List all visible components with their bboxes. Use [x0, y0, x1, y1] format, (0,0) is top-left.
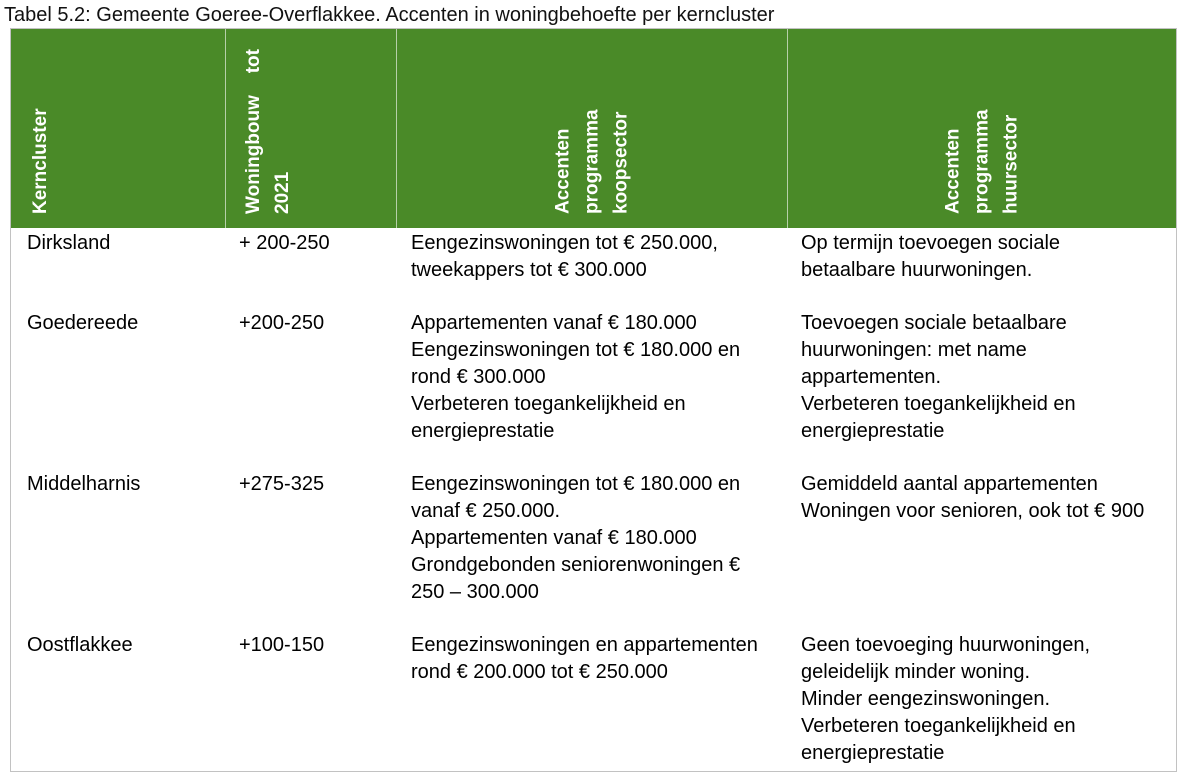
cell-line: rond € 300.000: [411, 366, 546, 388]
cell-line: Appartementen vanaf € 180.000: [411, 527, 697, 549]
cell-line: tweekappers tot € 300.000: [411, 259, 647, 281]
cell-line: energieprestatie: [411, 420, 555, 442]
cell-koopsector: [396, 310, 787, 445]
cell-line: Gemiddeld aantal appartementen: [801, 473, 1098, 495]
cell-line: 250 – 300.000: [411, 581, 539, 603]
cell-woningbouw: +200-250: [239, 312, 325, 334]
cell-line: Op termijn toevoegen sociale: [801, 232, 1061, 254]
header-label-huursector: Accenten programma huursector: [942, 109, 1022, 214]
cell-line: appartementen.: [801, 366, 942, 388]
cell-line: huurwoningen: met name: [801, 339, 1027, 361]
cell-kerncluster: Middelharnis: [27, 473, 141, 495]
table-caption: Tabel 5.2: Gemeente Goeree-Overflakkee. Accenten in woningbehoefte per kerncluster: [4, 4, 775, 26]
cell-line: Toevoegen sociale betaalbare: [801, 312, 1067, 334]
cell-kerncluster: Dirksland: [27, 232, 111, 254]
header-label-kerncluster: Kerncluster: [30, 108, 51, 214]
cell-line: betaalbare huurwoningen.: [801, 259, 1033, 281]
cell-line: Minder eengezinswoningen.: [801, 688, 1051, 710]
cell-line: energieprestatie: [801, 420, 945, 442]
cell-koopsector: [396, 632, 787, 767]
cell-line: Verbeteren toegankelijkheid en: [801, 393, 1076, 415]
cell-line: Appartementen vanaf € 180.000: [411, 312, 697, 334]
header-cell-kerncluster: [11, 29, 225, 228]
woningbehoefte-table: [10, 28, 1177, 772]
header-cell-koopsector: [396, 29, 787, 228]
table-row: [11, 630, 1176, 771]
cell-line: Verbeteren toegankelijkheid en: [801, 715, 1076, 737]
cell-line: Eengezinswoningen tot € 250.000,: [411, 232, 718, 254]
cell-huursector: [787, 632, 1176, 767]
cell-line: Geen toevoeging huurwoningen,: [801, 634, 1091, 656]
table-row: [11, 469, 1176, 630]
cell-line: geleidelijk minder woning.: [801, 661, 1031, 683]
cell-woningbouw: +275-325: [239, 473, 325, 495]
cell-line: vanaf € 250.000.: [411, 500, 561, 522]
header-label-woningbouw: Woningbouw tot 2021: [243, 49, 293, 214]
cell-line: Grondgebonden seniorenwoningen €: [411, 554, 741, 576]
cell-line: rond € 200.000 tot € 250.000: [411, 661, 668, 683]
cell-line: energieprestatie: [801, 742, 945, 764]
cell-line: Woningen voor senioren, ook tot € 900: [801, 500, 1145, 522]
cell-huursector: [787, 310, 1176, 445]
cell-huursector: [787, 230, 1176, 284]
cell-line: Eengezinswoningen en appartementen: [411, 634, 758, 656]
table-row: [11, 228, 1176, 308]
table-row: [11, 308, 1176, 469]
cell-line: Verbeteren toegankelijkheid en: [411, 393, 686, 415]
cell-kerncluster: Oostflakkee: [27, 634, 133, 656]
cell-koopsector: [396, 471, 787, 606]
cell-koopsector: [396, 230, 787, 284]
cell-woningbouw: + 200-250: [239, 232, 330, 254]
cell-woningbouw: +100-150: [239, 634, 325, 656]
header-cell-huursector: [787, 29, 1176, 228]
cell-line: Eengezinswoningen tot € 180.000 en: [411, 339, 741, 361]
table-header-row: [11, 29, 1176, 228]
header-cell-woningbouw: [225, 29, 396, 228]
cell-kerncluster: Goedereede: [27, 312, 139, 334]
cell-line: Eengezinswoningen tot € 180.000 en: [411, 473, 741, 495]
header-label-koopsector: Accenten programma koopsector: [552, 109, 632, 214]
cell-huursector: [787, 471, 1176, 606]
